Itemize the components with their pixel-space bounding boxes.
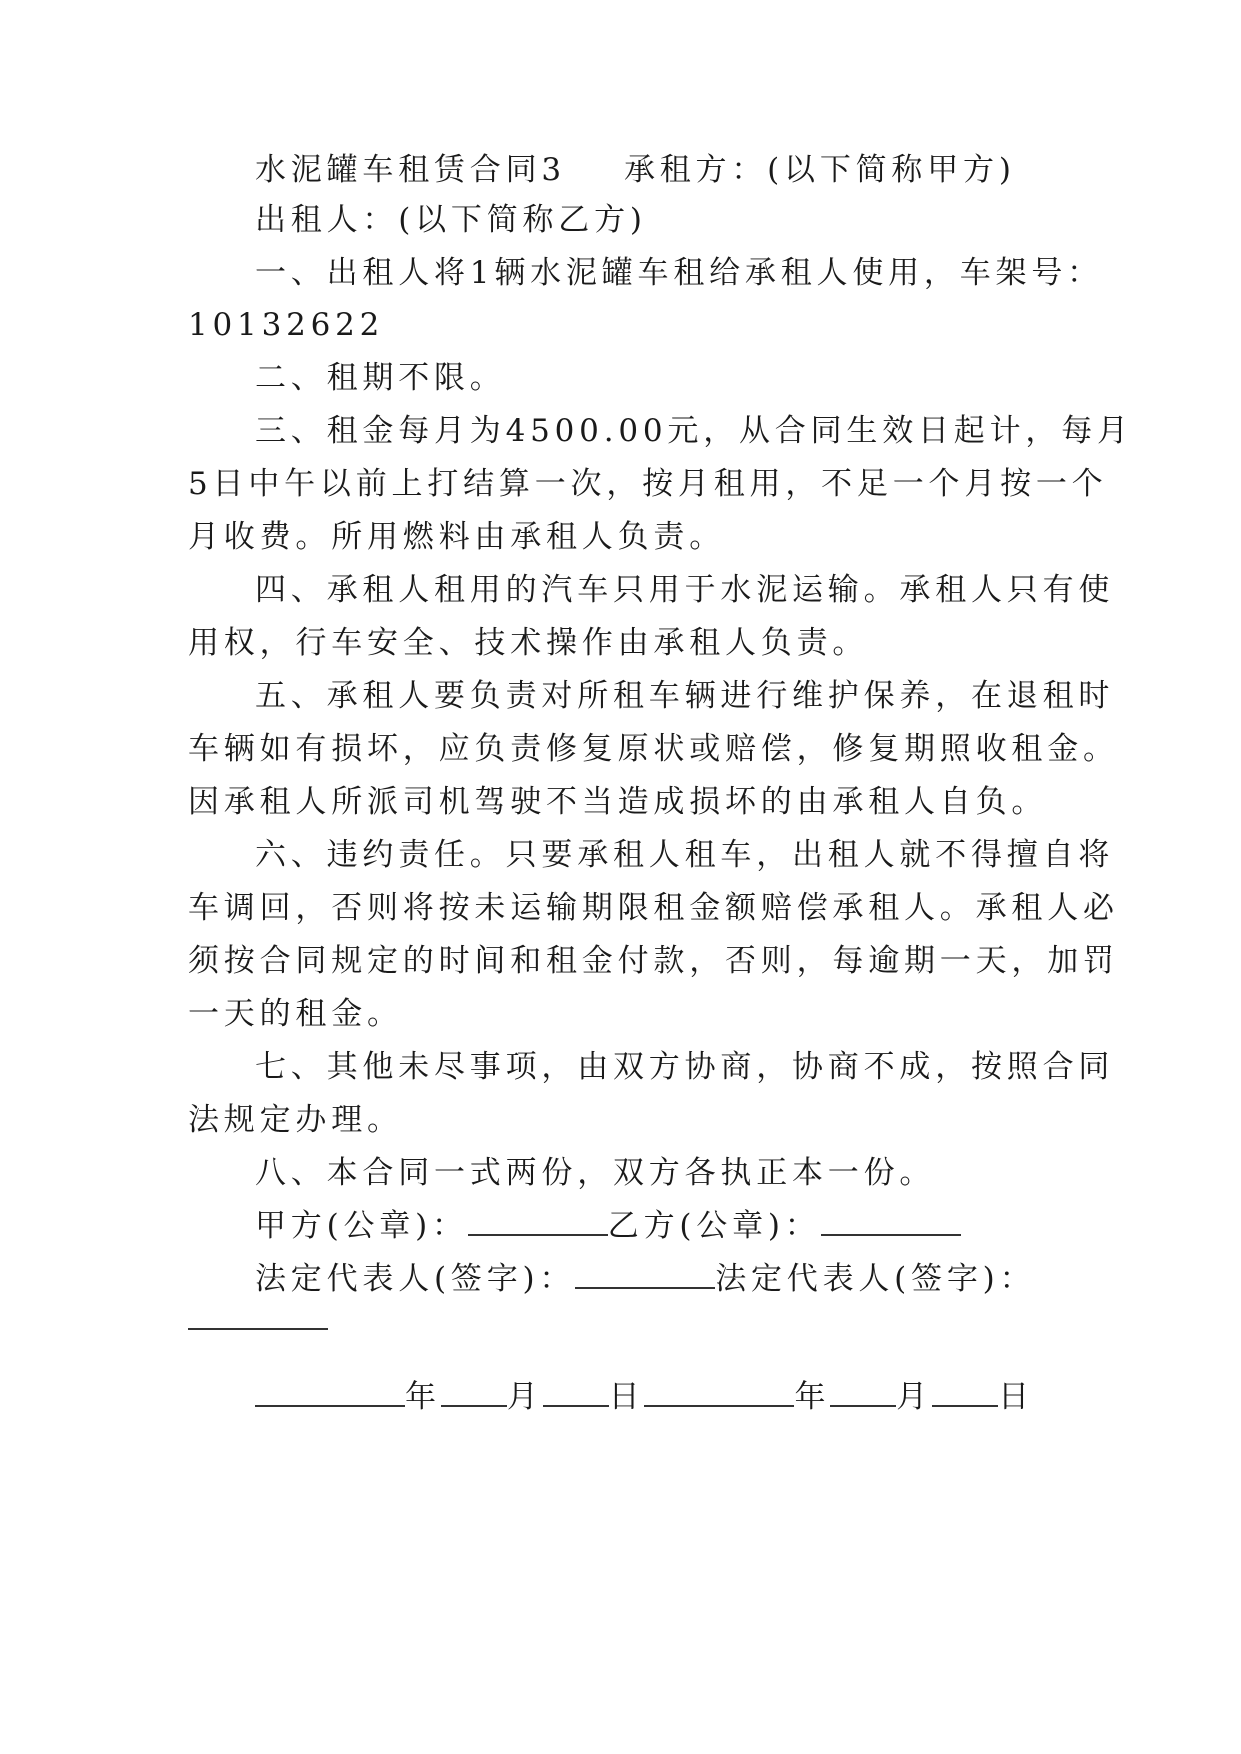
day-label-b: 日 <box>998 1379 1034 1415</box>
clause-1-line-1: 一、出租人将1辆水泥罐车租给承租人使用，车架号： <box>255 255 1103 291</box>
clause-7-line-1: 七、其他未尽事项，由双方协商，协商不成，按照合同 <box>255 1049 1115 1085</box>
clause-5-line-3: 因承租人所派司机驾驶不当造成损坏的由承租人自负。 <box>188 784 1048 820</box>
clause-2: 二、租期不限。 <box>255 360 506 396</box>
clause-5-line-2: 车辆如有损坏，应负责修复原状或赔偿，修复期照收租金。 <box>188 731 1119 767</box>
party-b-rep-blank[interactable] <box>188 1302 328 1330</box>
clause-3-line-1: 三、租金每月为4500.00元，从合同生效日起计，每月 <box>255 413 1133 449</box>
clause-4-line-2: 用权，行车安全、技术操作由承租人负责。 <box>188 625 869 661</box>
party-b-month-blank[interactable] <box>830 1379 896 1407</box>
lessee-party: 承租方：(以下简称甲方) <box>623 152 1016 188</box>
clause-3-line-3: 月收费。所用燃料由承租人负责。 <box>188 519 725 555</box>
month-label-a: 月 <box>506 1379 543 1415</box>
party-a-day-blank[interactable] <box>543 1379 609 1407</box>
party-b-day-blank[interactable] <box>932 1379 998 1407</box>
clause-4-line-1: 四、承租人租用的汽车只用于水泥运输。承租人只有使 <box>255 572 1115 608</box>
clause-6-line-3: 须按合同规定的时间和租金付款，否则，每逾期一天，加罚 <box>188 943 1119 979</box>
lessor-party: 出租人：(以下简称乙方) <box>255 202 647 238</box>
party-a-rep-blank[interactable] <box>575 1261 715 1289</box>
party-b-seal-blank[interactable] <box>821 1208 961 1236</box>
party-b-year-blank[interactable] <box>644 1379 794 1407</box>
month-label-b: 月 <box>896 1379 933 1415</box>
clause-6-line-2: 车调回，否则将按未运输期限租金额赔偿承租人。承租人必 <box>188 890 1119 926</box>
seal-line <box>255 1206 961 1246</box>
clause-3-line-2: 5日中午以前上打结算一次，按月租用，不足一个月按一个 <box>188 466 1108 502</box>
clause-5-line-1: 五、承租人要负责对所租车辆进行维护保养，在退租时 <box>255 678 1115 714</box>
party-a-month-blank[interactable] <box>441 1379 507 1407</box>
clause-7-line-2: 法规定办理。 <box>188 1102 403 1138</box>
date-line <box>255 1377 1034 1417</box>
clause-1-line-2: 10132622 <box>188 307 385 343</box>
party-b-seal-label: 乙方(公章)： <box>607 1208 821 1244</box>
party-a-year-blank[interactable] <box>255 1379 405 1407</box>
day-label-a: 日 <box>608 1379 645 1415</box>
representative-line <box>255 1259 1035 1299</box>
clause-6-line-4: 一天的租金。 <box>188 996 403 1032</box>
year-label-a: 年 <box>405 1379 441 1415</box>
party-a-rep-label: 法定代表人(签字)： <box>255 1261 576 1297</box>
party-a-seal-blank[interactable] <box>468 1208 608 1236</box>
party-b-rep-label: 法定代表人(签字)： <box>715 1261 1036 1297</box>
clause-8: 八、本合同一式两份，双方各执正本一份。 <box>255 1155 936 1191</box>
title-line <box>255 150 1016 190</box>
year-label-b: 年 <box>794 1379 831 1415</box>
party-b-rep-line <box>188 1300 328 1340</box>
contract-title: 水泥罐车租赁合同3 <box>255 152 566 188</box>
clause-6-line-1: 六、违约责任。只要承租人租车，出租人就不得擅自将 <box>255 837 1115 873</box>
party-a-seal-label: 甲方(公章)： <box>255 1208 468 1244</box>
